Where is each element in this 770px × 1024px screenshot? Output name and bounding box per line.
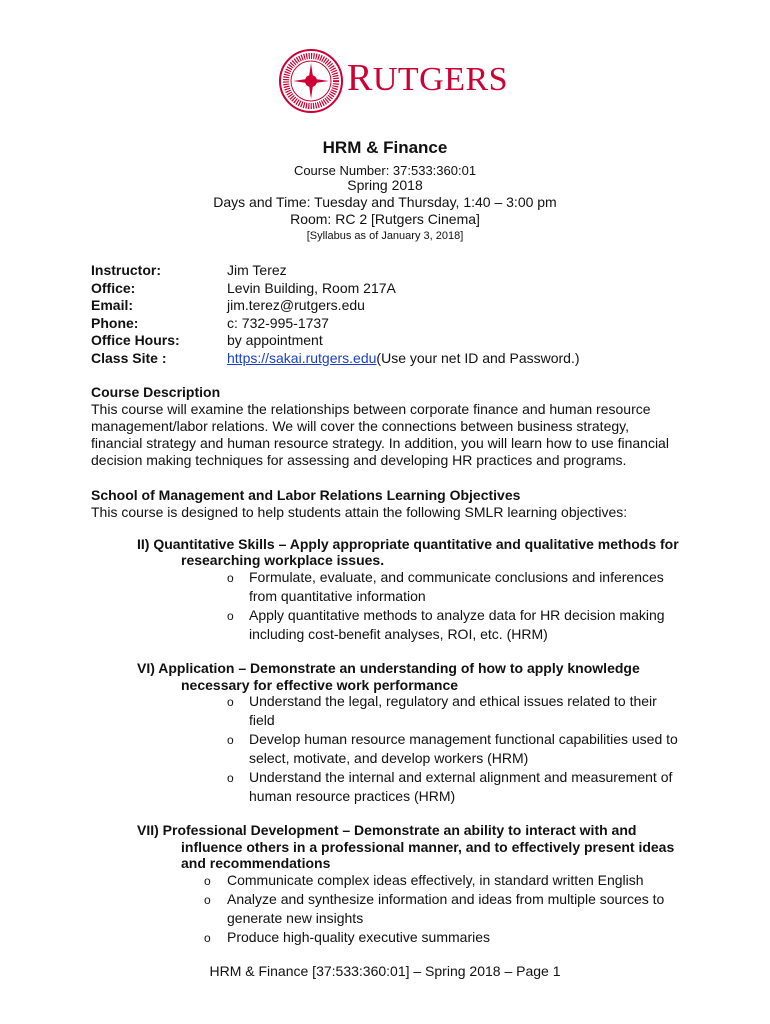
course-description-heading: Course Description <box>91 384 221 400</box>
bullet-icon: o <box>227 771 234 785</box>
phone-label: Phone: <box>91 315 139 331</box>
objectives-intro: This course is designed to help students attain the following SMLR learning objectives: <box>91 504 628 520</box>
list-item: Understand the legal, regulatory and ethical issues related to their <box>249 693 657 709</box>
rutgers-seal-icon <box>279 49 343 113</box>
class-site-note: (Use your net ID and Password.) <box>376 350 580 366</box>
office-label: Office: <box>91 280 136 296</box>
objectives-heading: School of Management and Labor Relations Learning Objectives <box>91 487 521 503</box>
list-item: from quantitative information <box>249 588 426 604</box>
office-hours-value: by appointment <box>227 332 323 348</box>
list-item: Analyze and synthesize information and ideas from multiple sources to <box>227 891 665 907</box>
bullet-icon: o <box>227 609 234 623</box>
course-number: Course Number: 37:533:360:01 <box>293 163 477 178</box>
list-item: human resource practices (HRM) <box>249 788 456 804</box>
course-term: Spring 2018 <box>347 177 423 193</box>
bullet-icon: o <box>227 571 234 585</box>
page-footer: HRM & Finance [37:533:360:01] – Spring 2018 – Page 1 <box>209 963 561 979</box>
list-item: Apply quantitative methods to analyze data for HR decision making <box>249 607 665 623</box>
course-description-line: financial strategy and human resource strategy. In addition, you will learn how to use financial <box>91 435 669 451</box>
list-item: select, motivate, and develop workers (HRM) <box>249 750 529 766</box>
rutgers-wordmark: RUTGERS <box>347 57 509 99</box>
office-hours-label: Office Hours: <box>91 332 180 348</box>
list-item: Understand the internal and external alignment and measurement of <box>249 769 673 785</box>
email-value: jim.terez@rutgers.edu <box>227 297 365 313</box>
class-site-value <box>227 350 580 367</box>
list-item: Develop human resource management functional capabilities used to <box>249 731 678 747</box>
list-item: generate new insights <box>227 910 364 926</box>
course-description-line: This course will examine the relationships between corporate finance and human resource <box>91 401 651 417</box>
list-item: field <box>249 712 275 728</box>
class-site-link[interactable]: https://sakai.rutgers.edu <box>227 350 377 366</box>
list-item: Communicate complex ideas effectively, in standard written English <box>227 872 644 888</box>
list-item: Produce high-quality executive summaries <box>227 929 491 945</box>
bullet-icon: o <box>204 931 211 945</box>
instructor-label: Instructor: <box>91 262 161 278</box>
phone-value: c: 732-995-1737 <box>227 315 329 331</box>
bullet-icon: o <box>227 733 234 747</box>
course-days-time: Days and Time: Tuesday and Thursday, 1:40 – 3:00 pm <box>213 194 557 210</box>
instructor-value: Jim Terez <box>227 262 287 278</box>
objective-section-title: influence others in a professional manner, and to effectively present ideas <box>181 839 675 855</box>
objective-section-title: VI) Application – Demonstrate an understanding of how to apply knowledge <box>137 660 640 676</box>
list-item: Formulate, evaluate, and communicate conclusions and inferences <box>249 569 664 585</box>
objective-section-title: II) Quantitative Skills – Apply appropriate quantitative and qualitative methods for <box>137 536 679 552</box>
objective-section-title: VII) Professional Development – Demonstrate an ability to interact with and <box>137 822 637 838</box>
office-value: Levin Building, Room 217A <box>227 280 396 296</box>
course-description-line: decision making techniques for assessing and developing HR practices and programs. <box>91 452 627 468</box>
page-title: HRM & Finance <box>322 138 448 157</box>
syllabus-date: [Syllabus as of January 3, 2018] <box>306 230 464 242</box>
bullet-icon: o <box>204 893 211 907</box>
bullet-icon: o <box>227 695 234 709</box>
course-description-line: management/labor relations. We will cover the connections between business strategy, <box>91 418 629 434</box>
bullet-icon: o <box>204 874 211 888</box>
list-item: including cost-benefit analyses, ROI, etc. (HRM) <box>249 626 548 642</box>
objective-section-title: and recommendations <box>181 855 331 871</box>
objective-section-title: researching workplace issues. <box>181 552 385 568</box>
class-site-label: Class Site : <box>91 350 167 366</box>
email-label: Email: <box>91 297 134 313</box>
objective-section-title: necessary for effective work performance <box>181 677 459 693</box>
course-room: Room: RC 2 [Rutgers Cinema] <box>290 211 480 227</box>
